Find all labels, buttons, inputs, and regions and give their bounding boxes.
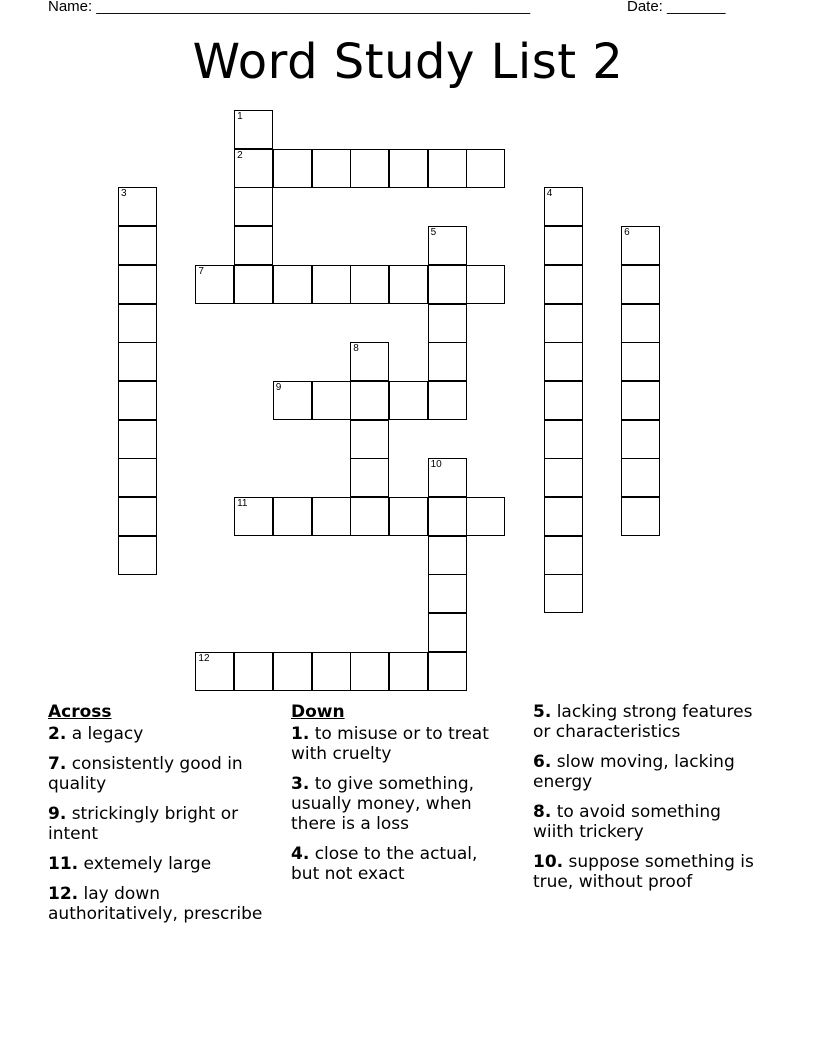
- crossword-cell[interactable]: [195, 652, 234, 691]
- clue-number-label: 8: [353, 343, 359, 355]
- clue-down-4: [291, 844, 511, 884]
- clue-number-label: 6: [624, 227, 630, 239]
- clue-number: 9.: [48, 804, 67, 824]
- clue-down-5: [533, 702, 763, 742]
- crossword-cell[interactable]: [544, 536, 583, 575]
- crossword-cell[interactable]: [428, 304, 467, 343]
- crossword-cell[interactable]: [466, 149, 505, 188]
- crossword-cell[interactable]: [350, 497, 389, 536]
- clue-number: 12.: [48, 884, 79, 904]
- down-clues-continued: [533, 702, 763, 902]
- crossword-cell[interactable]: [234, 497, 273, 536]
- crossword-cell[interactable]: [621, 381, 660, 420]
- clue-number: 6.: [533, 752, 552, 772]
- clue-number: 1.: [291, 724, 310, 744]
- crossword-cell[interactable]: [350, 381, 389, 420]
- page-title: Word Study List 2: [192, 34, 624, 90]
- crossword-cell[interactable]: [428, 652, 467, 691]
- crossword-cell[interactable]: [466, 265, 505, 304]
- clue-number: 4.: [291, 844, 310, 864]
- crossword-cell[interactable]: [389, 652, 428, 691]
- crossword-cell[interactable]: [621, 265, 660, 304]
- crossword-cell[interactable]: [389, 265, 428, 304]
- crossword-cell[interactable]: [350, 420, 389, 459]
- crossword-cell[interactable]: [544, 265, 583, 304]
- crossword-cell[interactable]: [350, 265, 389, 304]
- clue-number: 5.: [533, 702, 552, 722]
- crossword-cell[interactable]: [621, 497, 660, 536]
- clue-text: to misuse or to treat with cruelty: [291, 724, 489, 764]
- clue-number: 3.: [291, 774, 310, 794]
- crossword-cell[interactable]: [350, 342, 389, 381]
- crossword-cell[interactable]: [544, 226, 583, 265]
- clue-number-label: 12: [198, 652, 210, 664]
- crossword-cell[interactable]: [544, 381, 583, 420]
- across-clues: [48, 702, 263, 934]
- clue-number-label: 9: [275, 381, 282, 393]
- clue-text: close to the actual, but not exact: [291, 844, 478, 884]
- clue-number-label: 1: [237, 111, 243, 122]
- crossword-cell[interactable]: [428, 342, 467, 381]
- crossword-cell[interactable]: [312, 265, 351, 304]
- clue-down-8: [533, 802, 763, 842]
- clue-across-11: [48, 854, 263, 874]
- crossword-cell[interactable]: [428, 265, 467, 304]
- crossword-cell[interactable]: [312, 149, 351, 188]
- clue-text: lacking strong features or characteristics: [533, 702, 753, 742]
- crossword-cell[interactable]: [273, 381, 312, 420]
- clue-number-label: 11: [237, 498, 248, 509]
- crossword-cell[interactable]: [544, 574, 583, 613]
- crossword-cell[interactable]: [234, 652, 273, 691]
- crossword-cell[interactable]: [389, 381, 428, 420]
- crossword-cell[interactable]: [234, 265, 273, 304]
- crossword-cell[interactable]: [544, 497, 583, 536]
- clue-number-label: 4: [546, 188, 553, 200]
- clue-across-12: [48, 884, 263, 924]
- crossword-cell[interactable]: [621, 420, 660, 459]
- crossword-cell[interactable]: [273, 265, 312, 304]
- clue-number-label: 2: [237, 149, 243, 161]
- clue-text: consistently good in quality: [48, 754, 243, 794]
- clue-down-1: [291, 724, 511, 764]
- crossword-cell[interactable]: [621, 458, 660, 497]
- clue-across-2: [48, 724, 263, 744]
- crossword-cell[interactable]: [273, 149, 312, 188]
- name-field-label: Name: ____________________________________________________: [48, 0, 531, 15]
- clue-number: 2.: [48, 724, 67, 744]
- crossword-cell[interactable]: [234, 149, 273, 188]
- clue-number: 7.: [48, 754, 67, 774]
- clue-down-10: [533, 852, 763, 892]
- crossword-cell[interactable]: [118, 381, 157, 420]
- clue-across-7: [48, 754, 263, 794]
- across-heading: Across: [48, 702, 112, 722]
- crossword-cell[interactable]: [428, 226, 467, 265]
- crossword-cell[interactable]: [428, 458, 467, 497]
- clue-down-3: [291, 774, 511, 834]
- clue-number: 10.: [533, 852, 564, 872]
- crossword-cell[interactable]: [234, 187, 273, 226]
- crossword-cell[interactable]: [118, 497, 157, 536]
- crossword-cell[interactable]: [389, 149, 428, 188]
- down-clues: [291, 702, 511, 894]
- crossword-cell[interactable]: [621, 226, 660, 265]
- crossword-cell[interactable]: [544, 420, 583, 459]
- clue-number-label: 5: [430, 227, 437, 239]
- crossword-cell[interactable]: [312, 497, 351, 536]
- crossword-cell[interactable]: [195, 265, 234, 304]
- clue-number: 8.: [533, 802, 552, 822]
- crossword-cell[interactable]: [621, 342, 660, 381]
- crossword-cell[interactable]: [273, 497, 312, 536]
- crossword-cell[interactable]: [118, 536, 157, 575]
- clue-text: to avoid something wiith trickery: [533, 802, 721, 842]
- crossword-cell[interactable]: [544, 458, 583, 497]
- clue-text: lay down authoritatively, prescribe: [48, 884, 263, 924]
- down-heading: Down: [291, 702, 345, 722]
- crossword-cell[interactable]: [312, 381, 351, 420]
- clue-down-6: [533, 752, 763, 792]
- crossword-cell[interactable]: [428, 149, 467, 188]
- clue-number-label: 3: [121, 188, 127, 200]
- crossword-cell[interactable]: [118, 420, 157, 459]
- crossword-cell[interactable]: [234, 226, 273, 265]
- crossword-cell[interactable]: [118, 265, 157, 304]
- crossword-cell[interactable]: [428, 574, 467, 613]
- clue-across-9: [48, 804, 263, 844]
- date-field-label: Date: _______: [627, 0, 726, 15]
- crossword-cell[interactable]: [350, 652, 389, 691]
- crossword-cell[interactable]: [118, 226, 157, 265]
- crossword-cell[interactable]: [544, 187, 583, 226]
- crossword-cell[interactable]: [428, 497, 467, 536]
- crossword-cell[interactable]: [118, 458, 157, 497]
- clue-text: to give something, usually money, when there is a loss: [291, 774, 475, 834]
- clue-number: 11.: [48, 854, 79, 874]
- crossword-cell[interactable]: [312, 652, 351, 691]
- clue-text: extemely large: [83, 854, 212, 874]
- crossword-cell[interactable]: [428, 613, 467, 652]
- clue-number-label: 10: [430, 459, 442, 471]
- crossword-cell[interactable]: [118, 342, 157, 381]
- crossword-cell[interactable]: [350, 149, 389, 188]
- clue-text: suppose something is true, without proof: [533, 852, 754, 892]
- clue-text: strickingly bright or intent: [48, 804, 239, 844]
- crossword-cell[interactable]: [428, 381, 467, 420]
- crossword-cell[interactable]: [428, 536, 467, 575]
- crossword-cell[interactable]: [621, 304, 660, 343]
- crossword-cell[interactable]: [544, 342, 583, 381]
- crossword-cell[interactable]: [118, 304, 157, 343]
- clue-text: slow moving, lacking energy: [533, 752, 735, 792]
- crossword-cell[interactable]: [466, 497, 505, 536]
- crossword-cell[interactable]: [118, 187, 157, 226]
- clue-number-label: 7: [198, 265, 204, 277]
- crossword-cell[interactable]: [544, 304, 583, 343]
- clue-text: a legacy: [71, 724, 144, 744]
- crossword-cell[interactable]: [350, 458, 389, 497]
- crossword-cell[interactable]: [389, 497, 428, 536]
- crossword-cell[interactable]: [273, 652, 312, 691]
- crossword-cell[interactable]: [234, 110, 273, 149]
